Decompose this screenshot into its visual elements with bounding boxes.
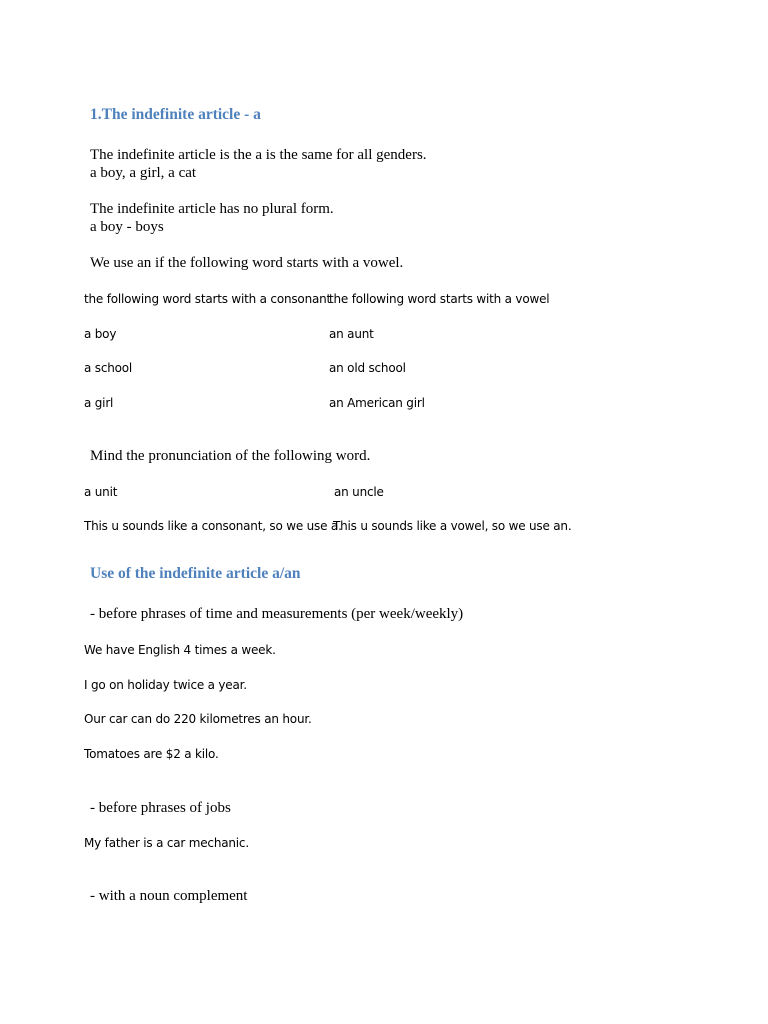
example-sentence: Our car can do 220 kilometres an hour. (84, 712, 312, 726)
example-boy-boys: a boy - boys (90, 219, 164, 235)
paragraph-use-an: We use an if the following word starts with a vowel. (90, 255, 404, 271)
paragraph-genders: The indefinite article is the a is the same for all genders. (90, 147, 427, 163)
table-cell: an aunt (329, 327, 374, 341)
table-cell: a boy (84, 327, 117, 341)
example-boy-girl-cat: a boy, a girl, a cat (90, 165, 197, 181)
table-cell: a girl (84, 396, 114, 410)
pronunciation-example-uncle: an uncle (334, 485, 384, 499)
paragraph-pronunciation: Mind the pronunciation of the following word. (90, 448, 371, 464)
pronunciation-note-vowel: This u sounds like a vowel, so we use an. (333, 519, 572, 533)
bullet-noun-complement: - with a noun complement (90, 888, 248, 904)
paragraph-no-plural: The indefinite article has no plural form. (90, 201, 334, 217)
example-sentence: My father is a car mechanic. (84, 836, 249, 850)
section-heading-indefinite-article: 1.The indefinite article - a (90, 106, 261, 123)
example-sentence: Tomatoes are $2 a kilo. (84, 747, 219, 761)
table-cell: an American girl (329, 396, 425, 410)
table-cell: an old school (329, 361, 406, 375)
example-sentence: We have English 4 times a week. (84, 643, 276, 657)
bullet-time-measurements: - before phrases of time and measurements (per week/weekly) (90, 606, 464, 622)
pronunciation-note-consonant: This u sounds like a consonant, so we use a. (84, 519, 342, 533)
table-cell: a school (84, 361, 133, 375)
example-sentence: I go on holiday twice a year. (84, 678, 247, 692)
table-header-vowel: the following word starts with a vowel (329, 292, 550, 306)
bullet-jobs: - before phrases of jobs (90, 800, 231, 816)
pronunciation-example-unit: a unit (84, 485, 118, 499)
section-heading-use-of-article: Use of the indefinite article a/an (90, 565, 301, 582)
table-header-consonant: the following word starts with a consonant (84, 292, 332, 306)
